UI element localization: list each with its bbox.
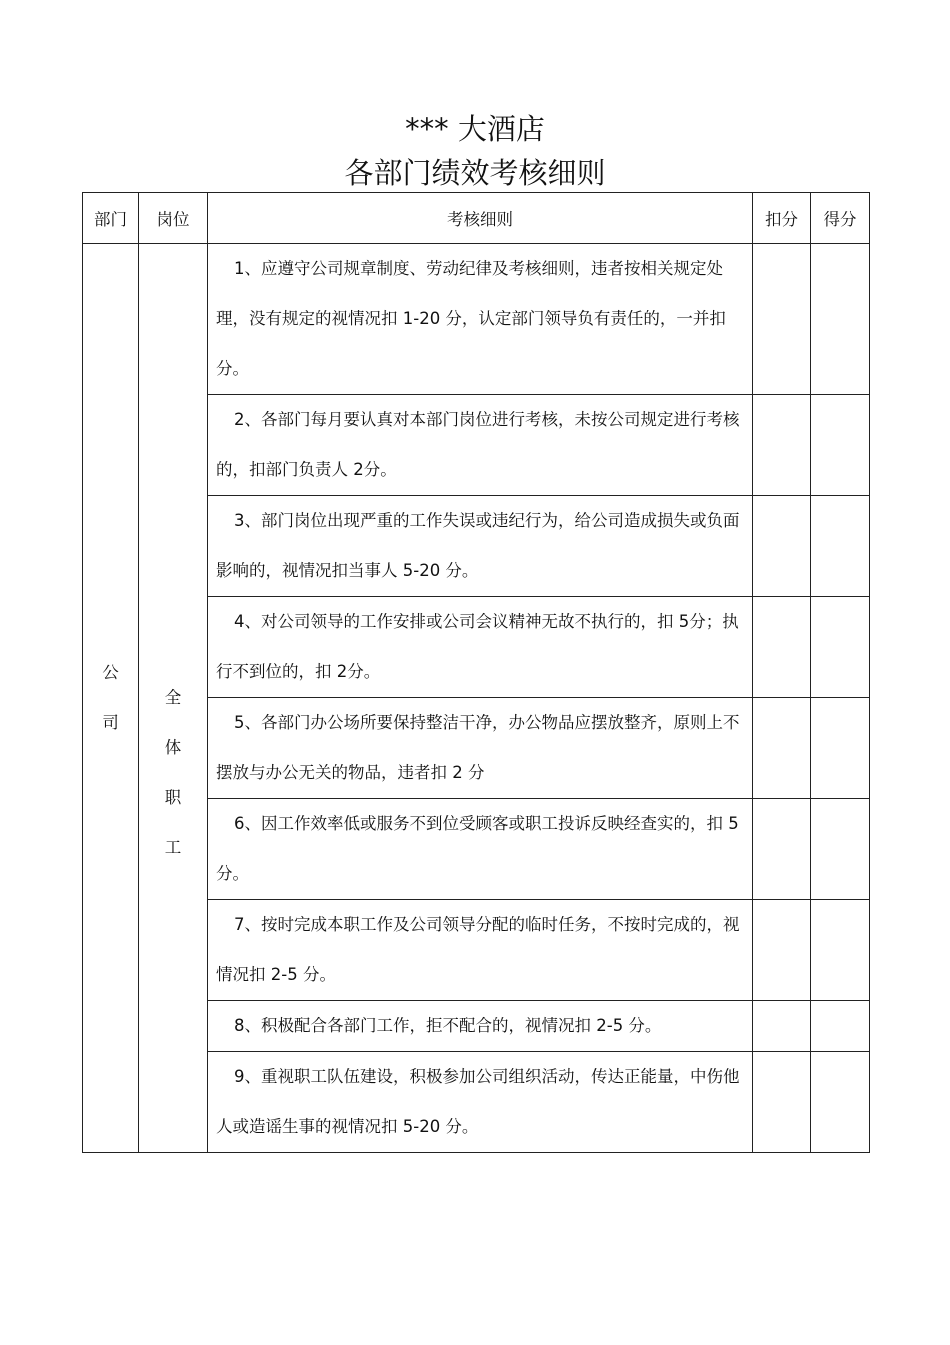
deduction-cell <box>753 496 811 597</box>
rule-cell <box>208 698 753 799</box>
table-header-row <box>83 193 870 244</box>
header-position: 岗位 <box>139 193 208 244</box>
score-cell <box>811 799 870 900</box>
deduction-cell <box>753 1052 811 1153</box>
rule-cell <box>208 1001 753 1052</box>
position-char: 体 <box>164 738 182 757</box>
deduction-cell <box>753 1001 811 1052</box>
document-subtitle: 各部门绩效考核细则 <box>344 156 606 190</box>
score-cell <box>811 395 870 496</box>
header-rules: 考核细则 <box>208 193 753 244</box>
header-deduction: 扣分 <box>753 193 811 244</box>
rule-cell <box>208 395 753 496</box>
score-cell <box>811 1001 870 1052</box>
score-cell <box>811 244 870 395</box>
position-cell <box>139 244 208 1153</box>
deduction-cell <box>753 698 811 799</box>
document-title: *** 大酒店 <box>405 112 545 146</box>
deduction-cell <box>753 597 811 698</box>
rule-cell <box>208 496 753 597</box>
score-cell <box>811 597 870 698</box>
department-cell <box>83 244 139 1153</box>
rule-text: 5、各部门办公场所要保持整洁干净，办公物品应摆放整齐，原则上不摆放与办公无关的物品，违者扣 2 分 <box>216 713 740 782</box>
rule-text: 9、重视职工队伍建设，积极参加公司组织活动，传达正能量，中伤他人或造谣生事的视情况扣 5-20 分。 <box>216 1067 740 1136</box>
rule-text: 6、因工作效率低或服务不到位受顾客或职工投诉反映经查实的，扣 5分。 <box>216 814 739 883</box>
rule-cell <box>208 1052 753 1153</box>
header-department: 部门 <box>83 193 139 244</box>
deduction-cell <box>753 244 811 395</box>
assessment-table <box>82 192 870 1153</box>
deduction-cell <box>753 395 811 496</box>
rule-cell <box>208 597 753 698</box>
rule-text: 8、积极配合各部门工作，拒不配合的，视情况扣 2-5 分。 <box>234 1016 662 1035</box>
header-score: 得分 <box>811 193 870 244</box>
score-cell <box>811 1052 870 1153</box>
rule-text: 2、各部门每月要认真对本部门岗位进行考核，未按公司规定进行考核的，扣部门负责人 2分。 <box>216 410 740 479</box>
rule-text: 4、对公司领导的工作安排或公司会议精神无故不执行的，扣 5分；执行不到位的，扣 2分。 <box>216 612 739 681</box>
department-char: 司 <box>102 713 119 732</box>
rule-cell <box>208 799 753 900</box>
rule-text: 7、按时完成本职工作及公司领导分配的临时任务，不按时完成的，视情况扣 2-5 分。 <box>216 915 740 984</box>
score-cell <box>811 496 870 597</box>
position-char: 全 <box>164 688 182 707</box>
department-char: 公 <box>102 663 119 682</box>
rule-cell <box>208 244 753 395</box>
rule-text: 1、应遵守公司规章制度、劳动纪律及考核细则，违者按相关规定处理，没有规定的视情况扣 1-20 分，认定部门领导负有责任的，一并扣分。 <box>216 259 726 378</box>
rule-text: 3、部门岗位出现严重的工作失误或违纪行为，给公司造成损失或负面影响的，视情况扣当事人 5-20 分。 <box>216 511 740 580</box>
table-row <box>83 244 870 395</box>
rule-cell <box>208 900 753 1001</box>
position-char: 工 <box>164 838 182 857</box>
deduction-cell <box>753 900 811 1001</box>
score-cell <box>811 900 870 1001</box>
position-char: 职 <box>164 788 182 807</box>
deduction-cell <box>753 799 811 900</box>
score-cell <box>811 698 870 799</box>
